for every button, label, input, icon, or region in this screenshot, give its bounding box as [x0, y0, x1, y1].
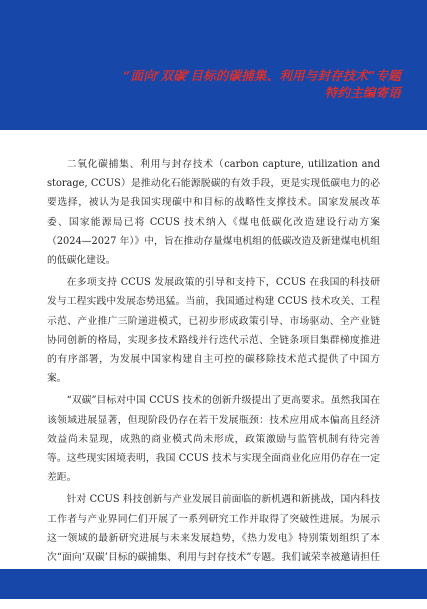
header-band: [0, 0, 427, 130]
footer-band: [0, 569, 427, 599]
editorial-body: [47, 155, 380, 609]
paragraph-1: 二氧化碳捕集、利用与封存技术（carbon capture, utilization and storage, CCUS）是推动化石能源脱碳的有效手段，更是实现低碳电力的必要选择，被认为是我国实现碳中和目标的战略性支撑技术。国家发展改革委、国家能源局已将 CCUS 技术纳入《煤电低碳化改造建设行动方案（2024—2027 年）》中，旨在推动存量煤电机组的低碳改造及新建煤电机组的低碳化建设。: [47, 159, 380, 267]
paragraph-4: 针对 CCUS 科技创新与产业发展目前面临的新机遇和新挑战，国内科技工作者与产业界同仁们开展了一系列研究工作并取得了突破性进展。为展示这一领域的最新研究进展与未来发展趋势，《热力发电》特别策划组织了本次“面向‘双碳’目标的碳捕集、利用与封存技术”专题。我们诚荣幸被邀请担任: [47, 494, 380, 564]
special-issue-subtitle: 特约主编寄语: [324, 85, 401, 100]
special-issue-title: “面向‘双碳’目标的碳捕集、利用与封存技术”专题: [123, 68, 401, 83]
paragraph-3: “双碳”目标对中国 CCUS 技术的创新升级提出了更高要求。虽然我国在该领域进展显著，但现阶段仍存在若干发展瓶颈：技术应用成本偏高且经济效益尚未显现，成熟的商业模式尚未形成，政策激励与监管机制有待完善等。这些现实困境表明，我国 CCUS 技术与实现全面商业化应用仍存在一定差距。: [47, 395, 380, 484]
paragraph-2: 在多项支持 CCUS 发展政策的引导和支持下，CCUS 在我国的科技研发与工程实践中发展态势迅猛。当前，我国通过构建 CCUS 技术攻关、工程示范、产业推广三阶递进模式，已初步形成政策引导、市场驱动、全产业链协同创新的格局，实现多技术路线并行迭代示范、全链条项目集群梯度推进的有序部署，为发展中国家构建自主可控的碳移除技术范式提供了中国方案。: [47, 277, 380, 385]
